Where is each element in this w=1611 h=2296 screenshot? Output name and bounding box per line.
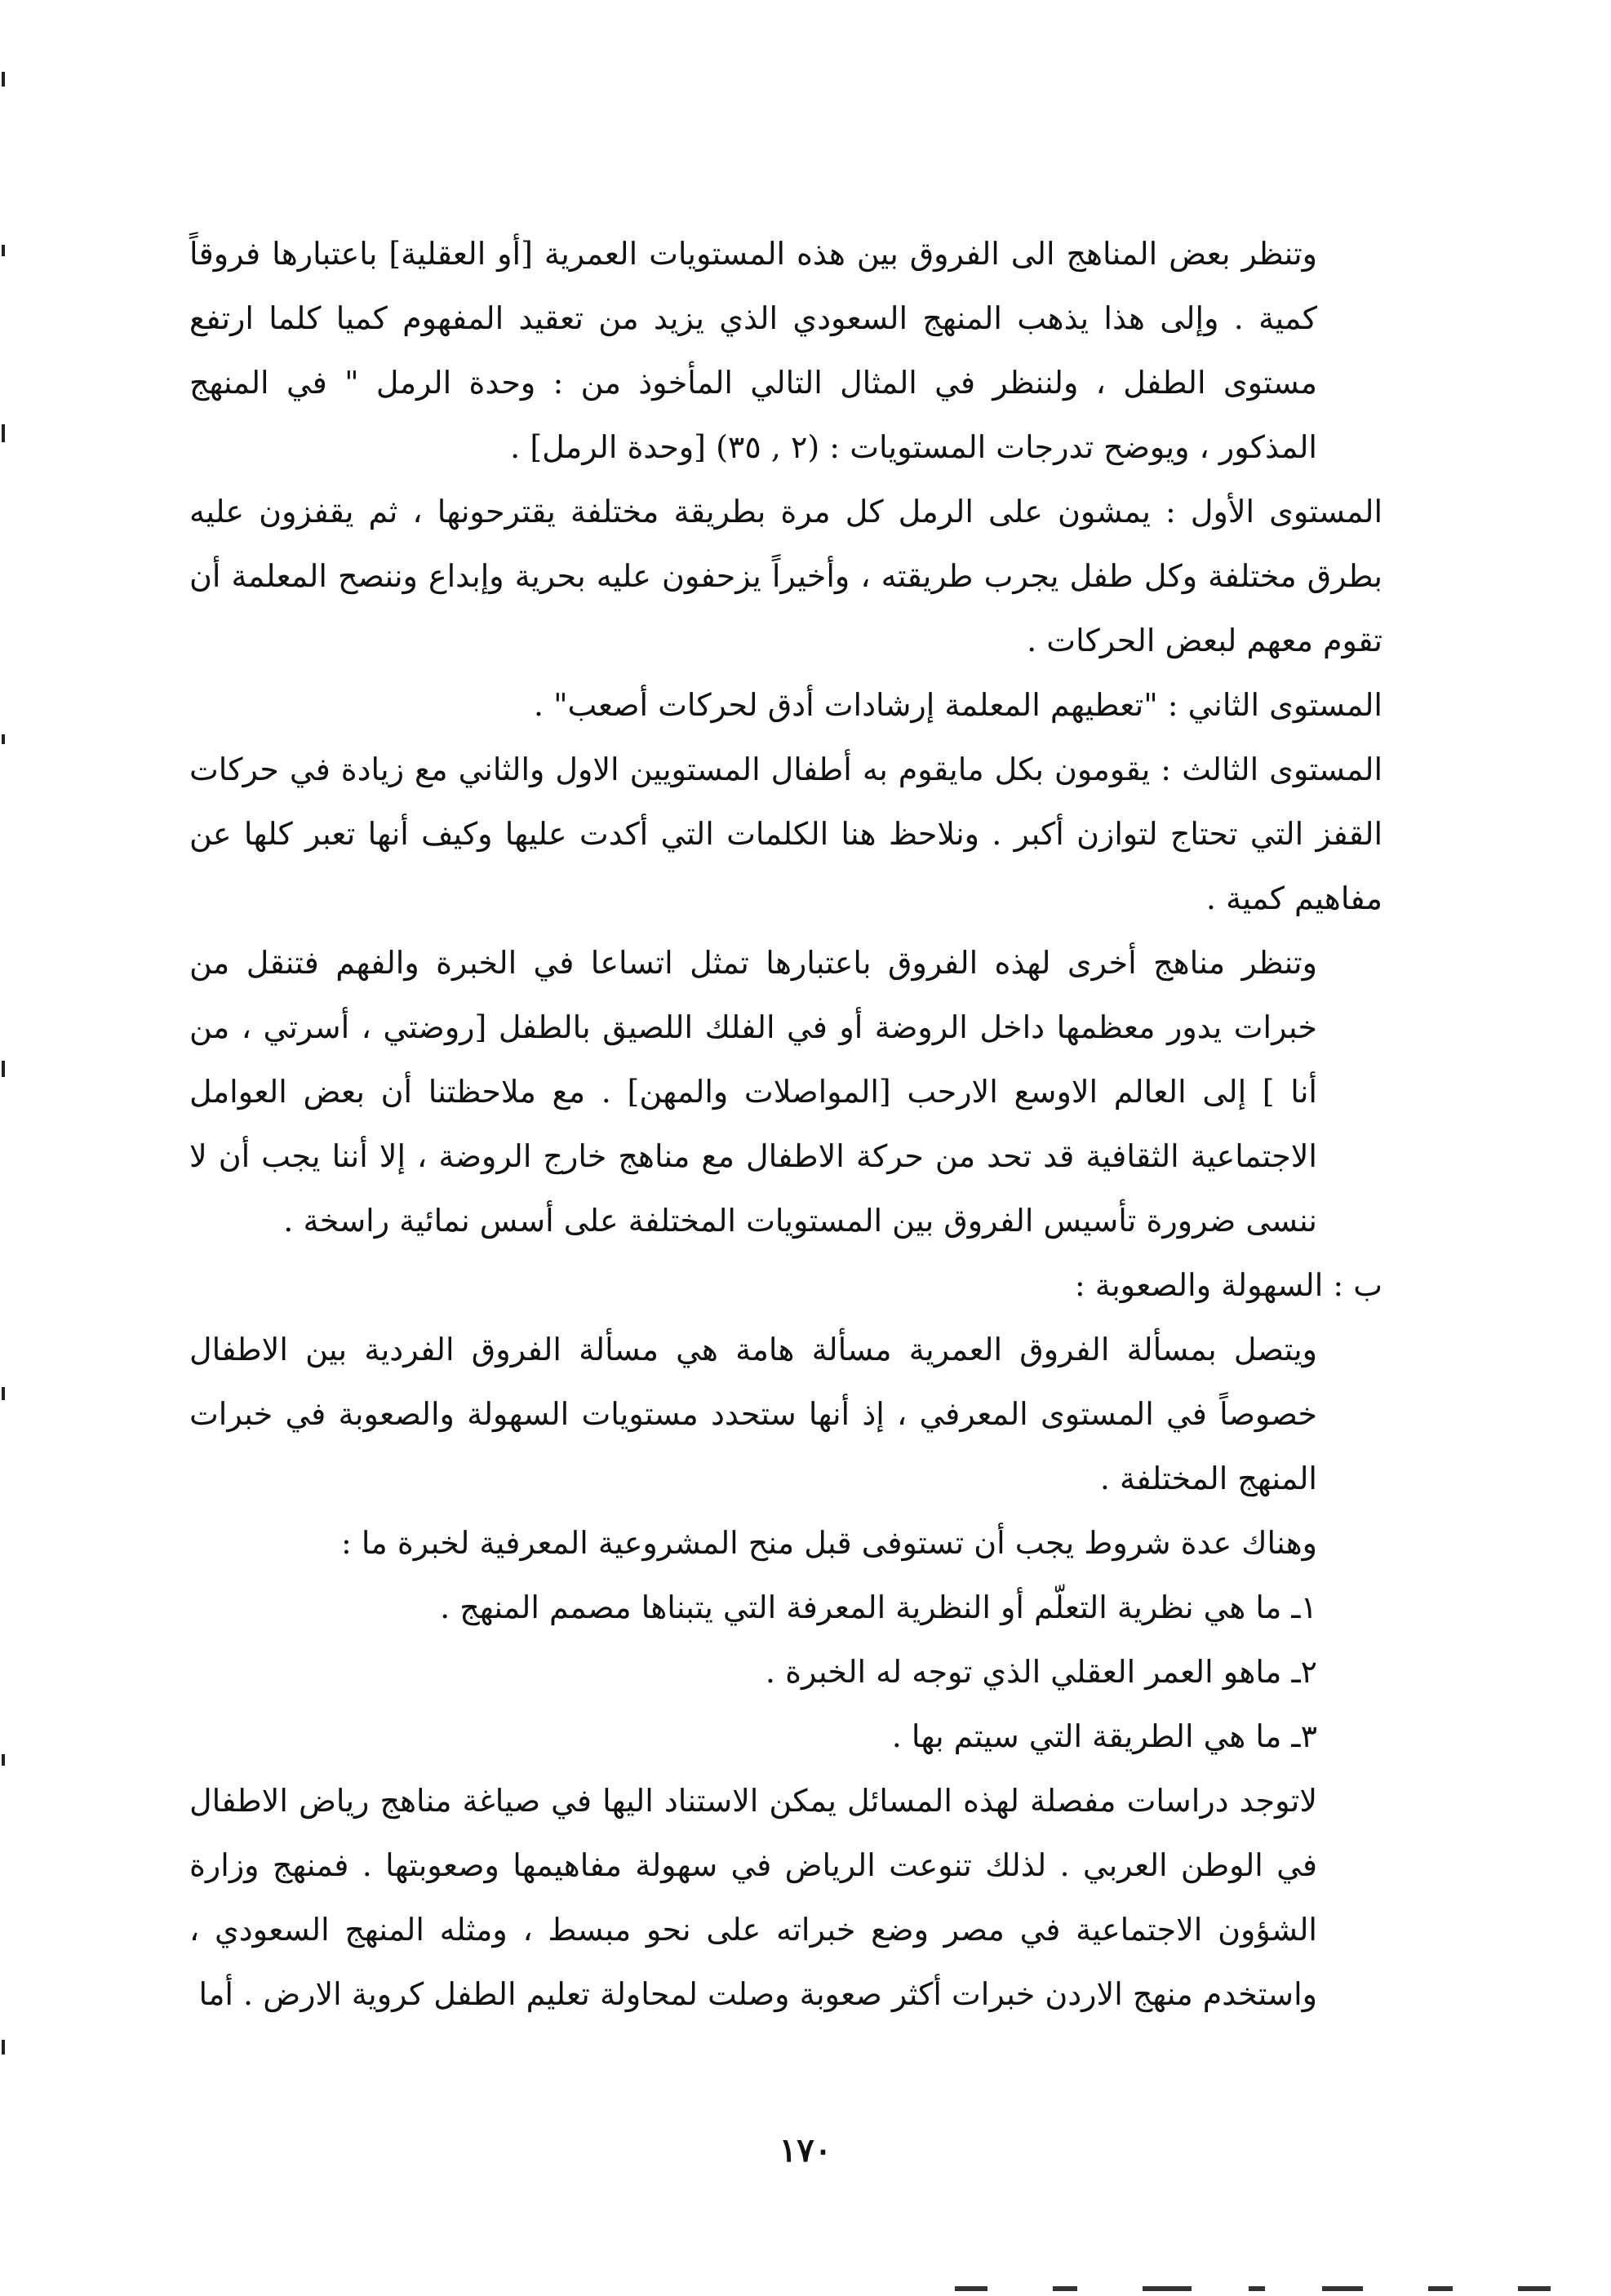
paragraph-no-studies: لاتوجد دراسات مفصلة لهذه المسائل يمكن الاستناد اليها في صياغة مناهج رياض الاطفال في الوطن العربي . لذلك تنوعت الرياض في سهولة مفاهيمها وصعوبتها . فمنهج وزارة الشؤون الاجتماعية في مصر وضع خبراته على نحو مبسط ، ومثله المنهج السعودي ، واستخدم منهج الاردن خبرات أكثر صعوبة وصلت لمحاولة تعليم الطفل كروية الارض . أما xyxy=(189,1783,1317,2012)
paragraph-level-three: المستوى الثالث : يقومون بكل مايقوم به أطفال المستويين الاول والثاني مع زيادة في حركات القفز التي تحتاج لتوازن أكبر . ونلاحظ هنا الكلمات التي أكدت عليها وكيف أنها تعبر كلها عن مفاهيم كمية . xyxy=(189,751,1382,916)
paragraph-age-differences: وتنظر بعض المناهج الى الفروق بين هذه المستويات العمرية [أو العقلية] باعتبارها فروقاً كمية . وإلى هذا يذهب المنهج السعودي الذي يزيد من تعقيد المفهوم كميا كلما ارتفع مستوى الطفل ، ولننظر في المثال التالي المأخوذ من : وحدة الرمل " في المنهج المذكور ، ويوضح تدرجات المستويات : (٢ , ٣٥) [وحدة الرمل] . xyxy=(189,236,1317,465)
paragraph-level-two: المستوى الثاني : "تعطيهم المعلمة إرشادات أدق لحركات أصعب" . xyxy=(533,687,1382,723)
section-heading-ease-difficulty: ب : السهولة والصعوبة : xyxy=(1074,1267,1382,1303)
paragraph-other-curricula: وتنظر مناهج أخرى لهذه الفروق باعتبارها تمثل اتساعا في الخبرة والفهم فتنقل من خبرات يدور معظمها داخل الروضة أو في الفلك اللصيق بالطفل [روضتي ، أسرتي ، من أنا ] إلى العالم الاوسع الارحب [المواصلات والمهن] . مع ملاحظتنا أن بعض العوامل الاجتماعية الثقافية قد تحد من حركة الاطفال مع مناهج خارج الروضة ، إلا أننا يجب أن لا ننسى ضرورة تأسيس الفروق بين المستويات المختلفة على أسس نمائية راسخة . xyxy=(189,945,1317,1239)
page-number: ١٧٠ xyxy=(779,2131,832,2170)
list-item-mental-age: ٢ـ ماهو العمر العقلي الذي توجه له الخبرة . xyxy=(765,1654,1317,1690)
list-item-method: ٣ـ ما هي الطريقة التي سيتم بها . xyxy=(891,1718,1317,1754)
paragraph-conditions-intro: وهناك عدة شروط يجب أن تستوفى قبل منح المشروعية المعرفية لخبرة ما : xyxy=(340,1525,1317,1561)
list-item-learning-theory: ١ـ ما هي نظرية التعلّم أو النظرية المعرفة التي يتبناها مصمم المنهج . xyxy=(440,1589,1317,1625)
paragraph-level-one: المستوى الأول : يمشون على الرمل كل مرة بطريقة مختلفة يقترحونها ، ثم يقفزون عليه بطرق مختلفة وكل طفل يجرب طريقته ، وأخيراً يزحفون عليه بحرية وإبداع وننصح المعلمة أن تقوم معهم لبعض الحركات . xyxy=(189,494,1382,658)
scan-edge-marks xyxy=(0,0,8,2296)
body-text xyxy=(189,222,1440,2027)
scan-bottom-marks xyxy=(955,2278,1575,2291)
paragraph-individual-differences: ويتصل بمسألة الفروق العمرية مسألة هامة هي مسألة الفروق الفردية بين الاطفال خصوصاً في المستوى المعرفي ، إذ أنها ستحدد مستويات السهولة والصعوبة في خبرات المنهج المختلفة . xyxy=(189,1332,1317,1496)
